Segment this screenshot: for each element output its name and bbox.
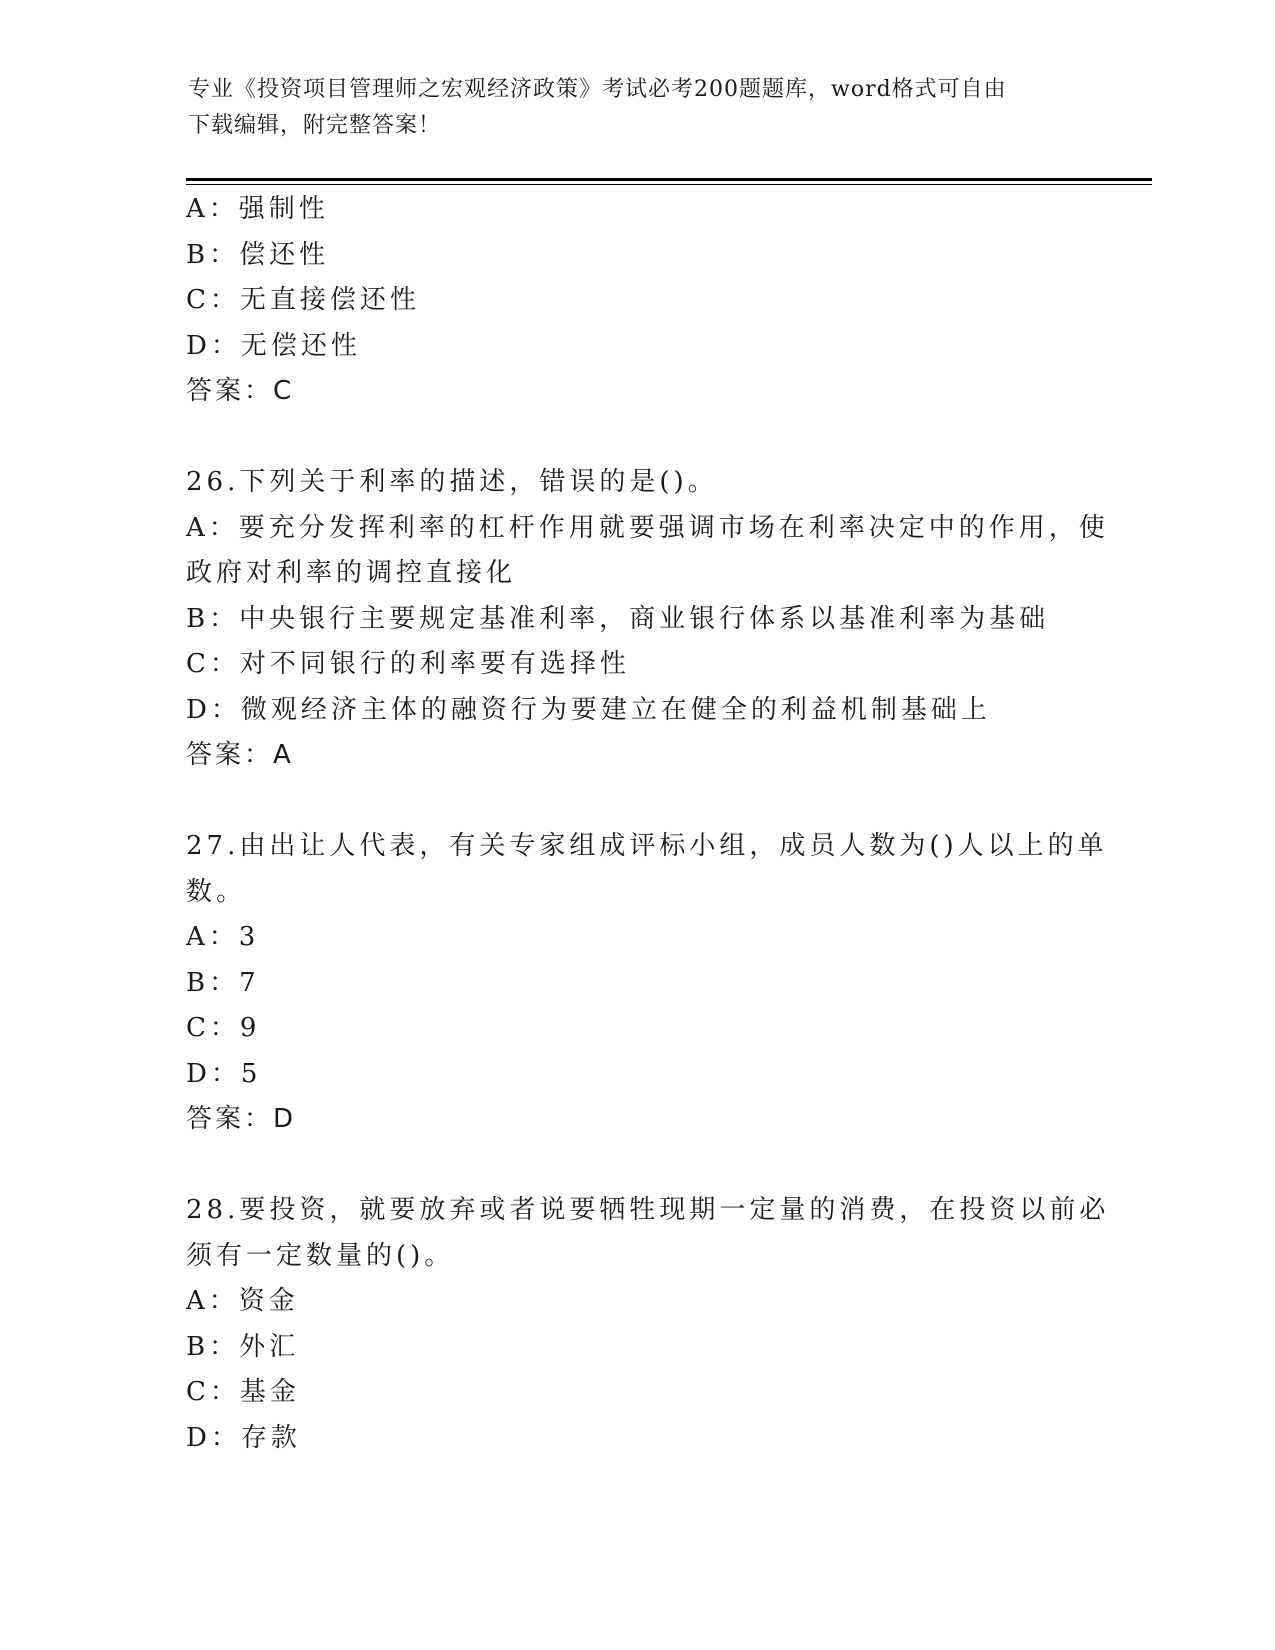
document-header — [188, 72, 1068, 144]
header-divider — [186, 178, 1152, 181]
option-b: B：偿还性 — [186, 239, 330, 270]
option-c: C：无直接偿还性 — [186, 285, 420, 315]
answer: 答案：C — [186, 376, 295, 406]
answer: 答案：D — [186, 1104, 297, 1134]
question-28 — [186, 1188, 1110, 1461]
question-stem-continued: 数。 — [186, 876, 247, 907]
option-d: D：存款 — [186, 1422, 301, 1453]
question-list — [186, 187, 1110, 1461]
question-26 — [186, 460, 1109, 779]
question-stem-continued: 须有一定数量的()。 — [186, 1240, 455, 1271]
option-a-continued: 政府对利率的调控直接化 — [186, 558, 517, 588]
option-b: B：外汇 — [186, 1331, 300, 1362]
question-stem: 26.下列关于利率的描述，错误的是()。 — [186, 467, 718, 497]
question-stem: 28.要投资，就要放弃或者说要牺牲现期一定量的消费，在投资以前必 — [186, 1195, 1110, 1225]
answer: 答案：A — [186, 740, 294, 770]
option-a: A：3 — [186, 922, 260, 952]
header-line-2: 下载编辑，附完整答案！ — [188, 113, 442, 138]
spacer — [186, 415, 1086, 461]
option-c: C：基金 — [186, 1377, 300, 1407]
option-d: D：5 — [186, 1058, 262, 1089]
option-c: C：9 — [186, 1013, 261, 1043]
option-a: A：强制性 — [186, 194, 329, 224]
question-stem: 27.由出让人代表，有关专家组成评标小组，成员人数为()人以上的单 — [186, 831, 1108, 861]
option-d: D：微观经济主体的融资行为要建立在健全的利益机制基础上 — [186, 694, 991, 725]
option-c: C：对不同银行的利率要有选择性 — [186, 649, 630, 679]
option-d: D：无偿还性 — [186, 330, 361, 361]
spacer — [186, 1143, 1086, 1189]
option-a: A：资金 — [186, 1286, 299, 1316]
question-27 — [186, 824, 1108, 1143]
question-25 — [186, 187, 1086, 415]
option-b: B：7 — [186, 967, 260, 998]
header-divider-thin — [186, 184, 1152, 185]
option-b: B：中央银行主要规定基准利率，商业银行体系以基准利率为基础 — [186, 603, 1050, 634]
option-a: A：要充分发挥利率的杠杆作用就要强调市场在利率决定中的作用，使 — [186, 512, 1109, 543]
header-line-1: 专业《投资项目管理师之宏观经济政策》考试必考200题题库，word格式可自由 — [188, 77, 1007, 102]
spacer — [186, 779, 1086, 825]
